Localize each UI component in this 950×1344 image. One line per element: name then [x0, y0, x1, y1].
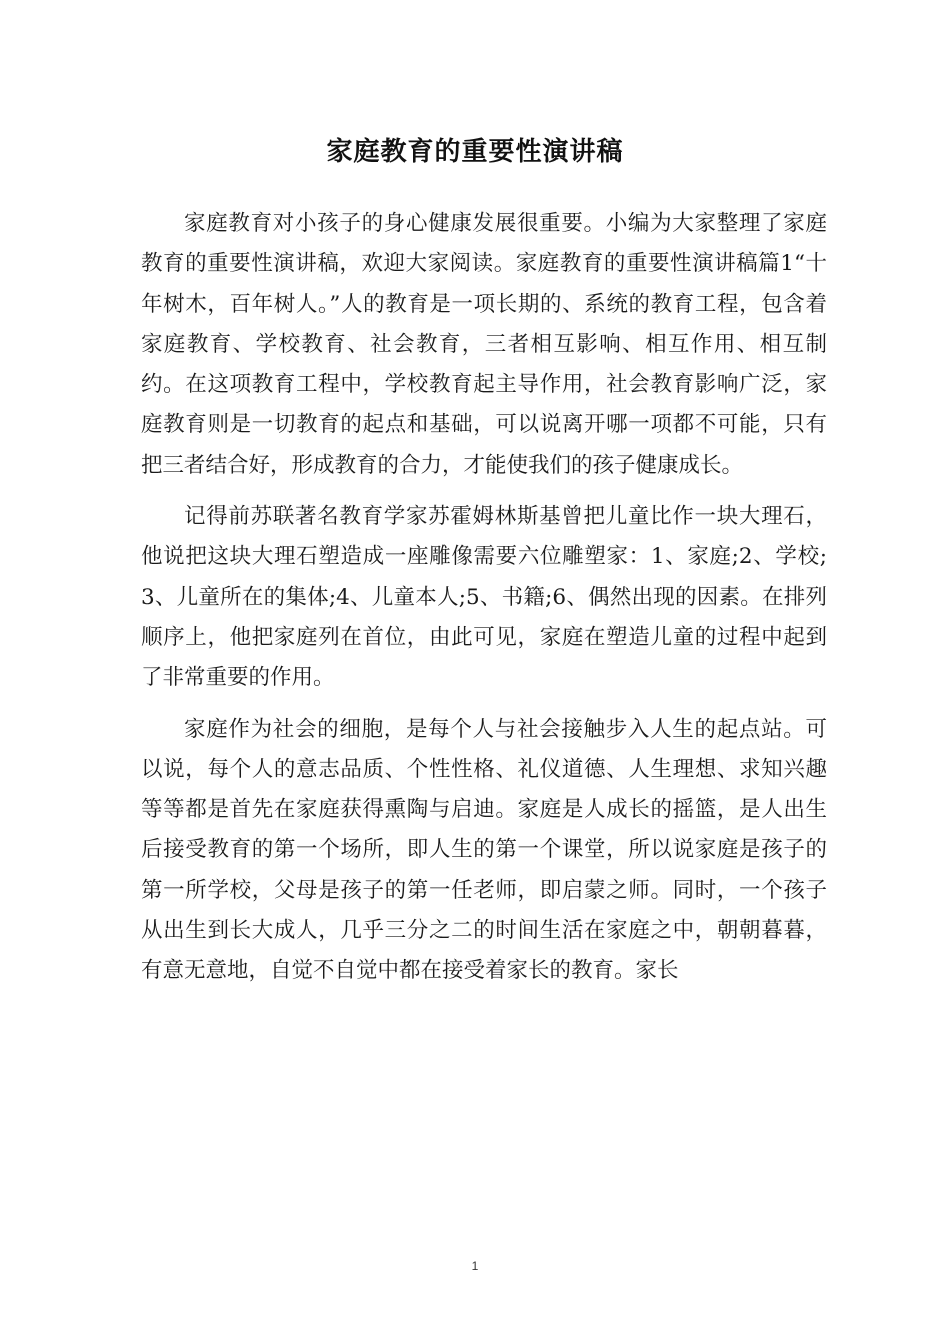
document-body	[141, 204, 827, 1003]
paragraph-2: 记得前苏联著名教育学家苏霍姆林斯基曾把儿童比作一块大理石，他说把这块大理石塑造成一座雕像需要六位雕塑家：1、家庭;2、学校;3、儿童所在的集体;4、儿童本人;5、书籍;6、偶然出现的因素。在排列顺序上，他把家庭列在首位，由此可见，家庭在塑造儿童的过程中起到了非常重要的作用。	[141, 504, 827, 691]
document-title: 家庭教育的重要性演讲稿	[326, 137, 624, 167]
page-number: 1	[471, 1259, 479, 1273]
paragraph-1: 家庭教育对小孩子的身心健康发展很重要。小编为大家整理了家庭教育的重要性演讲稿，欢迎大家阅读。家庭教育的重要性演讲稿篇1“十年树木，百年树人。”人的教育是一项长期的、系统的教育工程，包含着家庭教育、学校教育、社会教育，三者相互影响、相互作用、相互制约。在这项教育工程中，学校教育起主导作用，社会教育影响广泛，家庭教育则是一切教育的起点和基础，可以说离开哪一项都不可能，只有把三者结合好，形成教育的合力，才能使我们的孩子健康成长。	[141, 211, 827, 478]
paragraph-3: 家庭作为社会的细胞，是每个人与社会接触步入人生的起点站。可以说，每个人的意志品质、个性性格、礼仪道德、人生理想、求知兴趣等等都是首先在家庭获得熏陶与启迪。家庭是人成长的摇篮，是人出生后接受教育的第一个场所，即人生的第一个课堂，所以说家庭是孩子的第一所学校，父母是孩子的第一任老师，即启蒙之师。同时，一个孩子从出生到长大成人，几乎三分之二的时间生活在家庭之中，朝朝暮暮，有意无意地，自觉不自觉中都在接受着家长的教育。家长	[141, 716, 827, 984]
